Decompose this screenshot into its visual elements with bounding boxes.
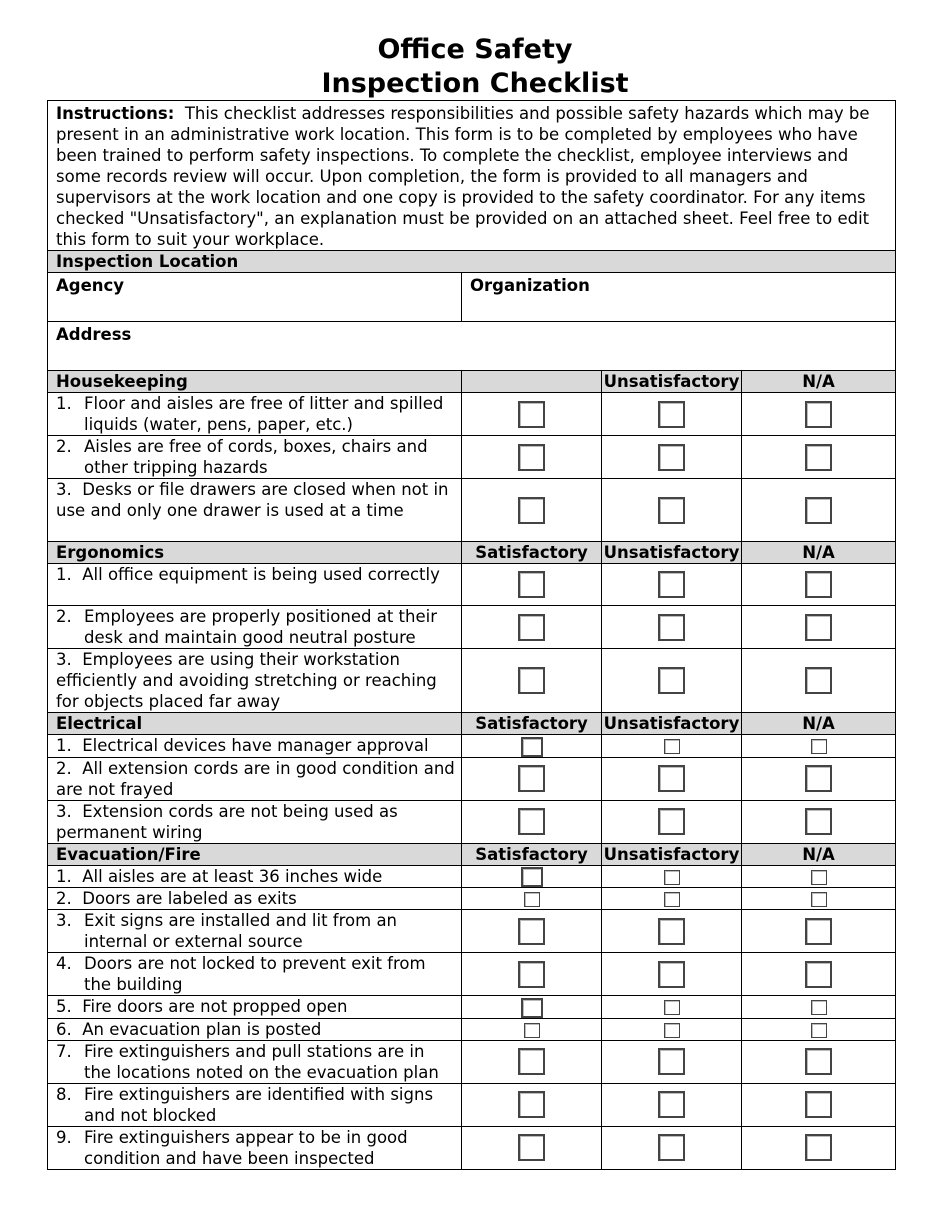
na-checkbox[interactable]	[805, 667, 832, 694]
item-text: 1. All office equipment is being used correctly	[48, 564, 462, 606]
unsatisfactory-checkbox[interactable]	[658, 444, 685, 471]
unsatisfactory-checkbox[interactable]	[658, 614, 685, 641]
satisfactory-checkbox[interactable]	[518, 571, 545, 598]
unsatisfactory-checkbox[interactable]	[658, 808, 685, 835]
organization-label: Organization	[470, 276, 590, 295]
item-text: 1. Floor and aisles are free of litter and spilled liquids (water, pens, paper, etc.)	[48, 393, 462, 436]
checklist-row	[48, 564, 896, 606]
column-header-satisfactory: Satisfactory	[462, 713, 602, 735]
column-header-unsatisfactory: Unsatisfactory	[602, 371, 742, 393]
item-text: 6. An evacuation plan is posted	[48, 1018, 462, 1040]
checklist-row	[48, 996, 896, 1019]
checklist-row	[48, 757, 896, 800]
instructions-box	[48, 101, 896, 251]
na-checkbox[interactable]	[805, 401, 832, 428]
inspection-location-heading: Inspection Location	[48, 251, 896, 273]
section-header-evacuation-fire	[48, 843, 896, 865]
unsatisfactory-checkbox[interactable]	[664, 739, 680, 754]
item-text: 4. Doors are not locked to prevent exit from the building	[48, 953, 462, 996]
instructions-text: This checklist addresses responsibilities and possible safety hazards which may be present in an administrative work location. This form is to be completed by employees who have been trained to perform safety inspections. To complete the checklist, employee interviews and some records review will occur. Upon completion, the form is provided to all managers and supervisors at the work location and one copy is provided to the safety coordinator. For any items checked "Unsatisfactory", an explanation must be provided on an attached sheet. Feel free to edit this form to suit your workplace.	[56, 104, 870, 249]
unsatisfactory-checkbox[interactable]	[658, 571, 685, 598]
item-text: 2. Aisles are free of cords, boxes, chairs and other tripping hazards	[48, 436, 462, 479]
unsatisfactory-checkbox[interactable]	[658, 765, 685, 792]
item-text: 5. Fire doors are not propped open	[48, 996, 462, 1019]
column-header-na: N/A	[742, 542, 896, 564]
unsatisfactory-checkbox[interactable]	[664, 1000, 680, 1015]
item-text: 2. Doors are labeled as exits	[48, 888, 462, 910]
checklist-row	[48, 436, 896, 479]
satisfactory-checkbox[interactable]	[518, 918, 545, 945]
unsatisfactory-checkbox[interactable]	[658, 497, 685, 524]
checklist-row	[48, 800, 896, 843]
item-text: 2. Employees are properly positioned at their desk and maintain good neutral posture	[48, 606, 462, 649]
item-text: 3. Extension cords are not being used as permanent wiring	[48, 800, 462, 843]
column-header-na: N/A	[742, 843, 896, 865]
na-checkbox[interactable]	[805, 1091, 832, 1118]
na-checkbox[interactable]	[805, 961, 832, 988]
satisfactory-checkbox[interactable]	[524, 1023, 540, 1038]
satisfactory-checkbox[interactable]	[518, 614, 545, 641]
column-header-na: N/A	[742, 371, 896, 393]
na-checkbox[interactable]	[811, 870, 827, 885]
section-header-ergonomics	[48, 542, 896, 564]
unsatisfactory-checkbox[interactable]	[664, 1023, 680, 1038]
satisfactory-checkbox[interactable]	[518, 401, 545, 428]
section-header-electrical	[48, 713, 896, 735]
na-checkbox[interactable]	[805, 1134, 832, 1161]
checklist-row	[48, 393, 896, 436]
na-checkbox[interactable]	[805, 571, 832, 598]
na-checkbox[interactable]	[811, 1023, 827, 1038]
satisfactory-checkbox[interactable]	[518, 961, 545, 988]
na-checkbox[interactable]	[805, 808, 832, 835]
item-text: 8. Fire extinguishers are identified with signs and not blocked	[48, 1083, 462, 1126]
section-title: Electrical	[48, 713, 462, 735]
organization-field[interactable]	[462, 273, 896, 322]
item-text: 2. All extension cords are in good condition and are not frayed	[48, 757, 462, 800]
item-text: 3. Desks or file drawers are closed when not in use and only one drawer is used at a time	[48, 479, 462, 542]
agency-label: Agency	[56, 276, 125, 295]
section-header-housekeeping	[48, 371, 896, 393]
checklist-row	[48, 1018, 896, 1040]
section-title: Ergonomics	[48, 542, 462, 564]
address-label: Address	[56, 325, 132, 344]
checklist-row	[48, 479, 896, 542]
checklist-row	[48, 1040, 896, 1083]
checklist-row	[48, 1126, 896, 1169]
na-checkbox[interactable]	[805, 918, 832, 945]
instructions-label: Instructions:	[56, 104, 175, 123]
unsatisfactory-checkbox[interactable]	[658, 1134, 685, 1161]
unsatisfactory-checkbox[interactable]	[658, 401, 685, 428]
checklist-row	[48, 953, 896, 996]
satisfactory-checkbox[interactable]	[521, 867, 543, 887]
checklist-row	[48, 888, 896, 910]
section-title: Evacuation/Fire	[48, 843, 462, 865]
column-header-satisfactory: Satisfactory	[462, 542, 602, 564]
item-text: 1. Electrical devices have manager approval	[48, 735, 462, 758]
section-title: Housekeeping	[48, 371, 462, 393]
checklist-row	[48, 910, 896, 953]
unsatisfactory-checkbox[interactable]	[658, 1048, 685, 1075]
satisfactory-checkbox[interactable]	[518, 1091, 545, 1118]
unsatisfactory-checkbox[interactable]	[658, 918, 685, 945]
item-text: 7. Fire extinguishers and pull stations are in the locations noted on the evacuation plan	[48, 1040, 462, 1083]
na-checkbox[interactable]	[805, 1048, 832, 1075]
checklist-row	[48, 649, 896, 713]
satisfactory-checkbox[interactable]	[521, 737, 543, 757]
item-text: 9. Fire extinguishers appear to be in good condition and have been inspected	[48, 1126, 462, 1169]
na-checkbox[interactable]	[805, 444, 832, 471]
checklist-row	[48, 735, 896, 758]
satisfactory-checkbox[interactable]	[518, 1048, 545, 1075]
na-checkbox[interactable]	[805, 765, 832, 792]
satisfactory-checkbox[interactable]	[524, 892, 540, 907]
unsatisfactory-checkbox[interactable]	[658, 961, 685, 988]
address-field[interactable]	[48, 322, 896, 371]
title-line-2: Inspection Checklist	[321, 68, 629, 99]
na-checkbox[interactable]	[805, 497, 832, 524]
item-text: 3. Employees are using their workstation efficiently and avoiding stretching or reaching for objects placed far away	[48, 649, 462, 713]
unsatisfactory-checkbox[interactable]	[658, 1091, 685, 1118]
title-line-1: Office Safety	[377, 34, 573, 65]
unsatisfactory-checkbox[interactable]	[664, 892, 680, 907]
na-checkbox[interactable]	[811, 739, 827, 754]
page-title	[0, 33, 950, 101]
satisfactory-checkbox[interactable]	[518, 765, 545, 792]
satisfactory-checkbox[interactable]	[518, 1134, 545, 1161]
checklist-row	[48, 606, 896, 649]
checklist-row	[48, 1083, 896, 1126]
column-header-unsatisfactory: Unsatisfactory	[602, 843, 742, 865]
item-text: 3. Exit signs are installed and lit from an internal or external source	[48, 910, 462, 953]
satisfactory-checkbox[interactable]	[518, 808, 545, 835]
checklist-form	[47, 100, 896, 1170]
column-header-satisfactory: Satisfactory	[462, 843, 602, 865]
column-header-na: N/A	[742, 713, 896, 735]
satisfactory-checkbox[interactable]	[518, 667, 545, 694]
na-checkbox[interactable]	[811, 1000, 827, 1015]
unsatisfactory-checkbox[interactable]	[658, 667, 685, 694]
unsatisfactory-checkbox[interactable]	[664, 870, 680, 885]
na-checkbox[interactable]	[811, 892, 827, 907]
column-header-unsatisfactory: Unsatisfactory	[602, 713, 742, 735]
agency-field[interactable]	[48, 273, 462, 322]
satisfactory-checkbox[interactable]	[521, 998, 543, 1018]
item-text: 1. All aisles are at least 36 inches wide	[48, 865, 462, 888]
column-header-unsatisfactory: Unsatisfactory	[602, 542, 742, 564]
column-header-satisfactory	[462, 371, 602, 393]
satisfactory-checkbox[interactable]	[518, 497, 545, 524]
checklist-row	[48, 865, 896, 888]
satisfactory-checkbox[interactable]	[518, 444, 545, 471]
na-checkbox[interactable]	[805, 614, 832, 641]
